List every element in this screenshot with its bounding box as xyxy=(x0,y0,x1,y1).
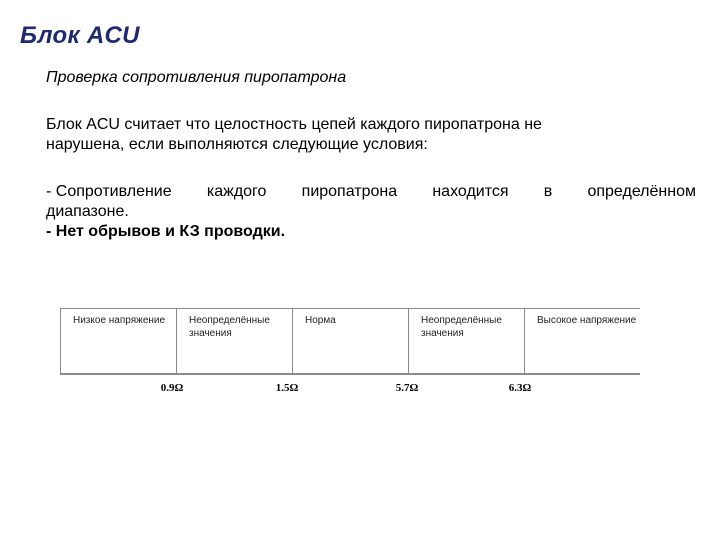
scale-segment-undefined-high: Неопределённые значения xyxy=(409,309,525,373)
threshold-label: 5.7Ω xyxy=(395,382,419,394)
threshold-label: 0.9Ω xyxy=(160,382,184,394)
conditions-list xyxy=(46,182,696,242)
condition-2: - Нет обрывов и КЗ проводки. xyxy=(46,223,286,240)
intro-paragraph xyxy=(46,115,666,155)
condition-1-word: пиропатрона xyxy=(301,183,398,200)
condition-1-line xyxy=(46,182,696,202)
scale-segment-high-voltage: Высокое напряжение xyxy=(537,315,637,326)
condition-1-word: определённом xyxy=(587,183,696,200)
scale-segment-normal: Норма xyxy=(293,309,409,373)
threshold-label: 6.3Ω xyxy=(508,382,532,394)
scale-segment-undefined-low: Неопределённые значения xyxy=(177,309,293,373)
section-subtitle: Проверка сопротивления пиропатрона xyxy=(46,69,347,86)
condition-1-continuation: диапазоне. xyxy=(46,203,129,220)
condition-1-word: - Сопротивление xyxy=(46,183,172,200)
condition-1-word: находится xyxy=(432,183,509,200)
condition-1-word: каждого xyxy=(206,183,267,200)
intro-line-1: Блок ACU считает что целостность цепей каждого пиропатрона не xyxy=(46,116,542,133)
page-title: Блок ACU xyxy=(20,22,140,49)
resistance-scale xyxy=(60,308,640,375)
scale-segment-low-voltage: Низкое напряжение xyxy=(60,309,177,373)
threshold-label: 1.5Ω xyxy=(275,382,299,394)
condition-1-word: в xyxy=(543,183,553,200)
intro-line-2: нарушена, если выполняются следующие условия: xyxy=(46,136,428,153)
